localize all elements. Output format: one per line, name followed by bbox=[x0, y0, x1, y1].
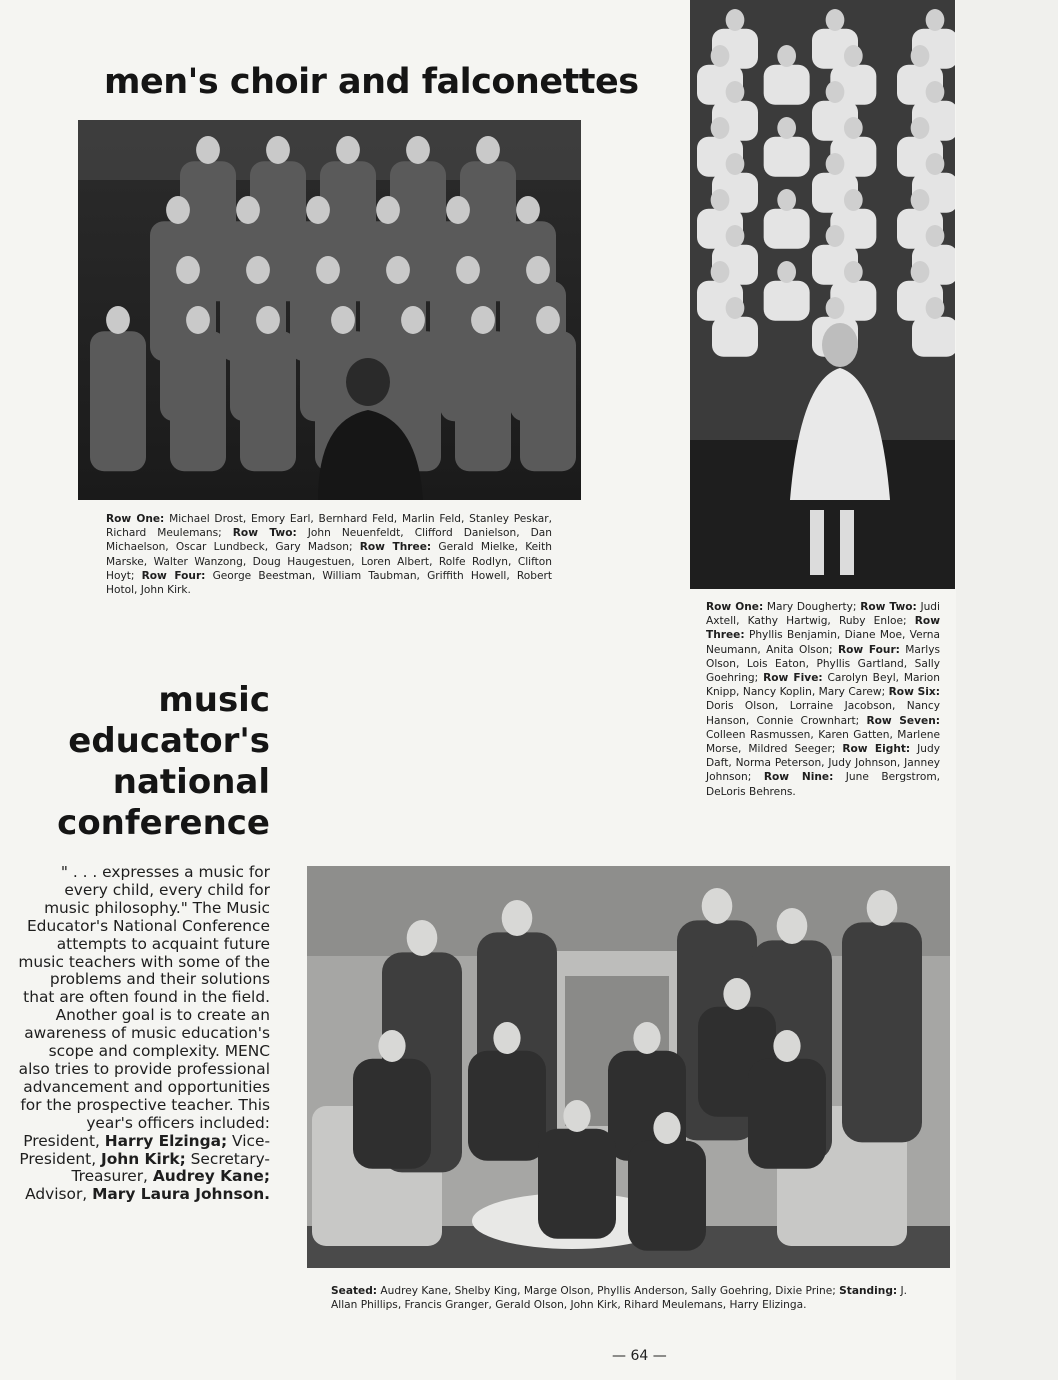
caption-label: Row Two: bbox=[860, 601, 917, 613]
menc-body-segment: Vice-President, bbox=[19, 1131, 270, 1168]
caption-names: Doris Olson, Lorraine Jacobson, Nancy Hanson, Connie Crownhart; bbox=[706, 700, 940, 727]
caption-names: Audrey Kane, Shelby King, Marge Olson, Phyllis Anderson, Sally Goehring, Dixie Prine; bbox=[377, 1285, 840, 1297]
caption-names: Carolyn Beyl, Marion Knipp, Nancy Koplin, Mary Carew; bbox=[706, 672, 940, 699]
caption-names: Mary Dougherty; bbox=[763, 601, 861, 613]
menc-group-photo bbox=[307, 866, 950, 1268]
caption-label: Standing: bbox=[839, 1285, 898, 1297]
falconettes-caption bbox=[706, 600, 940, 799]
caption-label: Seated: bbox=[331, 1285, 378, 1297]
page-number: — 64 — bbox=[612, 1348, 667, 1364]
menc-body-segment: " . . . expresses a music for every child, every child for music philosophy." The Music Educator's National Conference attempts to acquaint future music teachers with some of the problems and their solutions that are often found in the field. Another goal is to create an awareness of music education's scope and complexity. MENC also tries to provide professional advancement and opportunities for the prospective teacher. This year's officers included: President, bbox=[18, 863, 270, 1150]
caption-label: Row Nine: bbox=[763, 771, 834, 784]
menc-title-line: conference bbox=[57, 803, 270, 843]
caption-names: Judy Daft, Norma Peterson, Judy Johnson, Janney Johnson; bbox=[706, 743, 940, 784]
menc-body-text bbox=[14, 864, 270, 1204]
menc-title-line: national bbox=[112, 762, 270, 802]
caption-label: Row Three: bbox=[706, 615, 940, 642]
caption-label: Row Three: bbox=[359, 541, 432, 554]
caption-label: Row Seven: bbox=[866, 714, 940, 727]
caption-names: Michael Drost, Emory Earl, Bernhard Feld, Marlin Feld, Stanley Peskar, Richard Meulemans; bbox=[106, 513, 552, 540]
caption-names: J. Allan Phillips, Francis Granger, Gerald Olson, John Kirk, Rihard Meulemans, Harry Elizinga. bbox=[331, 1285, 907, 1312]
officer-name: Audrey Kane; bbox=[152, 1167, 270, 1186]
falconettes-photo bbox=[690, 0, 955, 589]
menc-member-standing bbox=[842, 890, 922, 1142]
caption-names: Judi Axtell, Kathy Hartwig, Ruby Enloe; bbox=[706, 601, 940, 628]
caption-names: Phyllis Benjamin, Diane Moe, Verna Neumann, Anita Olson; bbox=[706, 629, 940, 656]
menc-body-segment: Advisor, bbox=[25, 1185, 93, 1204]
caption-label: Row Eight: bbox=[842, 743, 911, 756]
menc-title-line: educator's bbox=[68, 721, 270, 761]
caption-label: Row Two: bbox=[232, 527, 297, 540]
page-title: men's choir and falconettes bbox=[104, 62, 639, 102]
menc-body-segment: Secretary-Treasurer, bbox=[71, 1149, 270, 1186]
mens-choir-photo bbox=[78, 120, 581, 500]
caption-label: Row Five: bbox=[763, 672, 823, 685]
menc-photo-caption bbox=[331, 1284, 931, 1312]
caption-label: Row Four: bbox=[141, 569, 206, 582]
officer-name: John Kirk; bbox=[100, 1149, 186, 1168]
caption-names: George Beestman, William Taubman, Griffith Howell, Robert Hotol, John Kirk. bbox=[106, 569, 553, 597]
caption-names: Colleen Rasmussen, Karen Gatten, Marlene Morse, Mildred Seeger; bbox=[706, 728, 940, 756]
officer-name: Harry Elzinga; bbox=[104, 1131, 228, 1150]
page-bleed-strip bbox=[956, 0, 1058, 1380]
caption-names: Marlys Olson, Lois Eaton, Phyllis Gartland, Sally Goehring; bbox=[706, 643, 940, 685]
menc-title-line: music bbox=[158, 680, 270, 720]
caption-names: June Bergstrom, DeLoris Behrens. bbox=[706, 771, 941, 798]
caption-names: Gerald Mielke, Keith Marske, Walter Wanzong, Doug Haugestuen, Loren Albert, Rolfe Rodlyn, Clifton Hoyt; bbox=[106, 541, 552, 582]
caption-label: Row One: bbox=[706, 601, 764, 613]
officer-name: Mary Laura Johnson. bbox=[92, 1185, 270, 1204]
mens-choir-caption bbox=[106, 512, 552, 597]
caption-label: Row Six: bbox=[888, 686, 940, 699]
caption-label: Row Four: bbox=[837, 643, 900, 656]
caption-label: Row One: bbox=[106, 513, 165, 525]
caption-names: John Neuenfeldt, Clifford Danielson, Dan Michaelson, Oscar Lundbeck, Gary Madson; bbox=[106, 527, 552, 554]
menc-title bbox=[0, 680, 270, 844]
